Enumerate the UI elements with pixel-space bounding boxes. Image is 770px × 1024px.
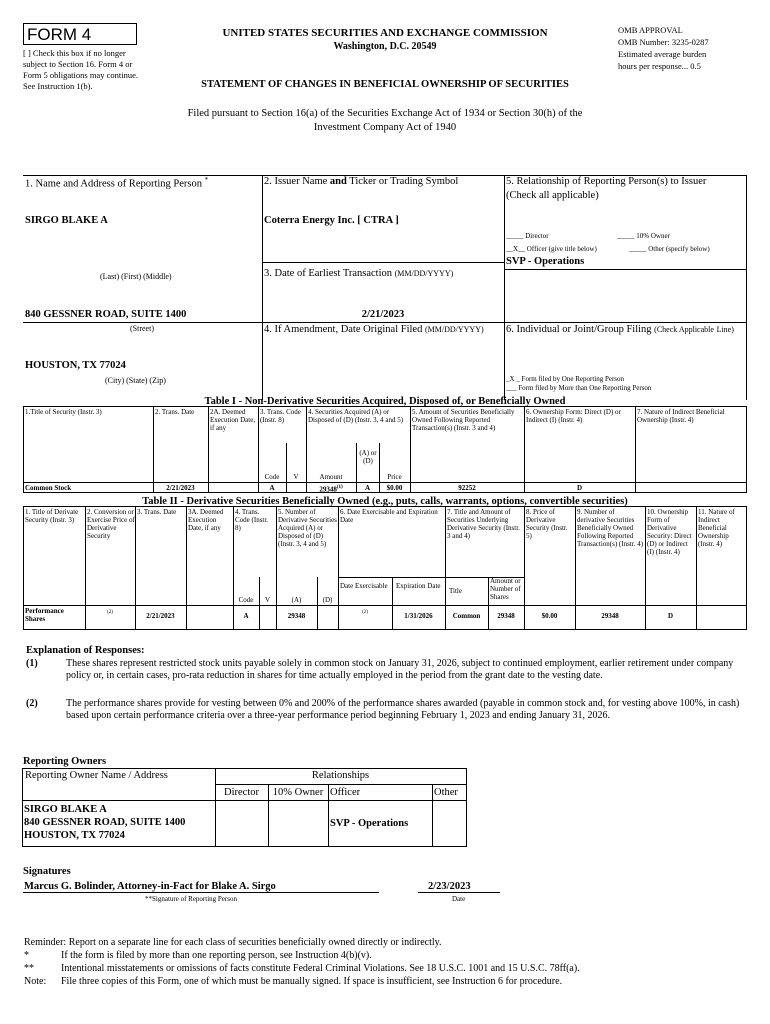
signatures-title: Signatures (23, 866, 71, 877)
reporting-person-marker: * (204, 176, 209, 184)
t2-row-expiration: 1/31/2026 (404, 612, 433, 620)
relationship-ten-percent[interactable]: _____ 10% Owner (617, 232, 670, 240)
t1-row-footnote: (1) (336, 485, 343, 490)
omb-hours: hours per response... 0.5 (618, 61, 701, 71)
t2-sub-code: Code (238, 596, 254, 604)
signature-caption: **Signature of Reporting Person (145, 895, 237, 903)
explanation-text-1: These shares represent restricted stock units payable solely in common stock on January 31, 2026, subject to continued employment, earlier retirement under company policy or, in certain cases, pro-rata reduction in shares for time actually employed in the period from the grant date to the vesting date. (66, 658, 734, 681)
t2-row-conv: (2) (107, 610, 113, 615)
t2-h-underlying: 7. Title and Amount of Securities Underlying Derivative Security (Instr. 3 and 4) (447, 508, 520, 540)
omb-burden: Estimated average burden (618, 49, 707, 59)
owner-name: SIRGO BLAKE A (24, 804, 107, 815)
t2-row-underlying-title: Common (452, 612, 481, 620)
reporting-person-label-text: 1. Name and Address of Reporting Person (25, 178, 203, 190)
reporting-person-name: SIRGO BLAKE A (25, 215, 108, 226)
issuer-label-b: and (329, 176, 347, 187)
t2-sub-amount: Amount or Number of Shares (490, 577, 521, 601)
owners-col-relationships: Relationships (311, 770, 370, 781)
t2-h-owned: 9. Number of derivative Securities Beneficially Owned Following Reported Transaction(s) (Instr. 4) (577, 508, 644, 548)
t2-sub-d: (D) (322, 596, 333, 604)
officer-title: SVP - Operations (506, 256, 585, 267)
form-title-box (23, 23, 137, 45)
relationship-label: 5. Relationship of Reporting Person(s) to Issuer (506, 176, 707, 187)
t2-row-owned: 29348 (601, 612, 619, 620)
t2-h-date: 3. Trans. Date (137, 508, 177, 516)
t1-row-amount (306, 484, 356, 493)
checkbox-note: [ ] Check this box if no longer subject to Section 16. Form 4 or Form 5 obligations may continue. See Instruction 1(b). (23, 48, 138, 91)
amendment-format: (MM/DD/YYYY) (424, 325, 484, 334)
relationship-director[interactable]: _____ Director (506, 232, 549, 240)
explanation-num-1: (1) (26, 658, 38, 669)
t1-h-title: 1.Title of Security (Instr. 3) (25, 408, 102, 416)
omb-number: OMB Number: 3235-0287 (618, 37, 709, 47)
t2-row-title: Performance Shares (25, 607, 64, 623)
t2-sub-expiration: Expiration Date (396, 582, 441, 590)
t1-h-acquired: 4. Securities Acquired (A) or Disposed of (D) (Instr. 3, 4 and 5) (308, 408, 404, 424)
footer-dstar-mark: ** (24, 963, 34, 974)
issuer-name: Coterra Energy Inc. [ CTRA ] (264, 215, 399, 226)
omb-approval-title: OMB APPROVAL (618, 25, 683, 35)
t1-row-price: $0.00 (386, 484, 403, 492)
t1-sub-price: Price (387, 473, 402, 481)
t1-h-date: 2. Trans. Date (155, 408, 195, 416)
owners-col-name: Reporting Owner Name / Address (25, 770, 168, 781)
t1-h-nature: 7. Nature of Indirect Beneficial Ownership (Instr. 4) (637, 408, 725, 424)
t1-row-form: D (576, 484, 583, 492)
explanation-num-2: (2) (26, 698, 38, 709)
t1-sub-aord: (A) or (D) (359, 449, 377, 465)
t2-row-a: 29348 (287, 612, 306, 620)
owners-col-officer: Officer (330, 787, 361, 798)
filing-type-one[interactable]: _X _ Form filed by One Reporting Person (506, 375, 625, 383)
filing-type-label-text: 6. Individual or Joint/Group Filing (506, 324, 652, 335)
date-caption: Date (452, 895, 466, 903)
filing-type-label (506, 324, 744, 336)
t1-sub-amount: Amount (319, 473, 343, 481)
reminder: Reminder: Report on a separate line for each class of securities beneficially owned directly or indirectly. (24, 937, 442, 948)
t2-row-form: D (667, 612, 674, 620)
t1-row-date: 2/21/2023 (166, 484, 195, 492)
date-line (418, 892, 500, 893)
omb-approval (618, 24, 709, 72)
t2-row-underlying-amount: 29348 (497, 612, 515, 620)
t2-row-price: $0.00 (541, 612, 558, 620)
t2-h-nature: 11. Nature of Indirect Beneficial Ownership (Instr. 4) (698, 508, 735, 548)
t1-row-title: Common Stock (25, 484, 72, 492)
filing-type-note: (Check Applicable (654, 325, 714, 334)
relationship-other[interactable]: _____ Other (specify below) (629, 245, 710, 253)
t1-h-form: 6. Ownership Form: Direct (D) or Indirect (I) (Instr. 4) (526, 408, 621, 424)
footer-note-mark: Note: (24, 976, 47, 987)
issuer-label (264, 176, 458, 187)
signature-date: 2/23/2023 (428, 881, 471, 892)
explanation-text-2: The performance shares provide for vesting between 0% and 200% of the performance shares awarded (payable in common stock and, for vesting above 100%, in cash) based upon certain performance criteria over a three-year performance period beginning February 1, 2023 and ending January 31, 2026. (66, 698, 740, 721)
amendment-label (264, 324, 484, 335)
t2-h-price: 8. Price of Derivative Security (Instr. 5) (526, 508, 568, 540)
street-caption: (Street) (130, 324, 154, 333)
t1-row-aord: A (364, 484, 371, 492)
t1-sub-code: Code (264, 473, 280, 481)
t2-h-deemed: 3A. Deemed Execution Date, if any (188, 508, 224, 532)
t2-row-date: 2/21/2023 (146, 612, 175, 620)
owner-officer-title: SVP - Operations (330, 818, 409, 829)
agency-name: UNITED STATES SECURITIES AND EXCHANGE COMMISSION (222, 27, 548, 39)
amendment-label-text: 4. If Amendment, Date Original Filed (264, 324, 423, 335)
relationship-officer[interactable]: __X__ Officer (give title below) (506, 245, 597, 253)
reporting-person-city: HOUSTON, TX 77024 (25, 360, 126, 371)
filing-type-note-2: Line) (716, 325, 734, 334)
footer-star-mark: * (24, 950, 29, 961)
issuer-label-c: Ticker or Trading Symbol (346, 176, 459, 187)
statement-title: STATEMENT OF CHANGES IN BENEFICIAL OWNERSHIP OF SECURITIES (201, 79, 569, 90)
signature-line (23, 892, 379, 893)
earliest-transaction-date: 2/21/2023 (361, 309, 405, 320)
owner-street: 840 GESSNER ROAD, SUITE 1400 (24, 817, 186, 828)
signer-name: Marcus G. Bolinder, Attorney-in-Fact for Blake A. Sirgo (24, 881, 276, 892)
t2-sub-exercisable: Date Exercisable (340, 582, 388, 590)
t2-h-code: 4. Trans. Code (Instr. 8) (235, 508, 269, 532)
t2-sub-title: Title (449, 587, 462, 595)
t1-h-amount: 5. Amount of Securities Beneficially Owned Following Reported Transaction(s) (Instr. 3 and 4) (412, 408, 515, 432)
agency-location: Washington, D.C. 20549 (333, 41, 437, 52)
owners-col-director: Director (224, 787, 259, 798)
issuer-label-a: 2. Issuer Name (264, 176, 330, 187)
t2-h-title: 1. Title of Derivate Security (Instr. 3) (25, 508, 79, 524)
owners-title: Reporting Owners (23, 756, 107, 767)
owners-col-other: Other (434, 787, 458, 798)
t1-row-owned: 92252 (458, 484, 476, 492)
filed-pursuant-2: Investment Company Act of 1940 (313, 122, 457, 133)
footer-star-text: If the form is filed by more than one reporting person, see Instruction 4(b)(v). (61, 950, 372, 961)
relationship-sublabel: (Check all applicable) (506, 190, 599, 201)
t1-h-deemed: 2A. Deemed Execution Date, if any (210, 408, 256, 432)
filed-pursuant-1: Filed pursuant to Section 16(a) of the Securities Exchange Act of 1934 or Section 30(h) of the (187, 108, 583, 119)
reporting-person-label (25, 176, 208, 190)
t2-row-code: A (243, 612, 249, 620)
t1-sub-v: V (293, 473, 299, 481)
t1-row-amount-value: 29348 (319, 485, 337, 494)
city-caption: (City) (State) (Zip) (105, 376, 166, 385)
owner-info (24, 803, 185, 842)
earliest-transaction-label (264, 268, 453, 279)
table1-title: Table I - Non-Derivative Securities Acquired, Disposed of, or Beneficially Owned (204, 396, 566, 407)
t2-sub-v: V (264, 596, 271, 604)
t1-row-code: A (269, 484, 275, 492)
table2-title: Table II - Derivative Securities Beneficially Owned (e.g., puts, calls, warrants, options, convertible securities) (142, 496, 628, 507)
t2-h-conv: 2. Conversion or Exercise Price of Derivative Security (87, 508, 135, 540)
reporting-person-street: 840 GESSNER ROAD, SUITE 1400 (25, 309, 187, 320)
earliest-transaction-label-text: 3. Date of Earliest Transaction (264, 268, 393, 279)
name-caption: (Last) (First) (Middle) (100, 272, 172, 281)
t2-h-dates: 6. Date Exercisable and Expiration Date (340, 508, 438, 524)
footer-dstar-text: Intentional misstatements or omissions of facts constitute Federal Criminal Violations. See 18 U.S.C. 1001 and 15 U.S.C. 78ff(a). (61, 963, 580, 974)
footer-note-text: File three copies of this Form, one of which must be manually signed. If space is insufficient, see Instruction 6 for procedure. (61, 976, 563, 987)
owner-city: HOUSTON, TX 77024 (24, 830, 125, 841)
owners-col-ten: 10% Owner (272, 787, 324, 798)
t2-sub-a: (A) (291, 596, 302, 604)
form-title: FORM 4 (27, 25, 92, 44)
explanation-title: Explanation of Responses: (26, 645, 145, 656)
t2-h-number: 5. Number of Derivative Securities Acquired (A) or Disposed of (D) (Instr. 3, 4 and 5) (278, 508, 337, 548)
filing-type-many[interactable]: ___ Form filed by More than One Reporting Person (506, 384, 652, 392)
t2-row-exercisable: (2) (362, 610, 368, 615)
t1-h-code: 3. Trans. Code (Instr. 8) (260, 408, 301, 424)
earliest-transaction-format: (MM/DD/YYYY) (394, 269, 454, 278)
t2-h-form: 10. Ownership Form of Derivative Security: Direct (D) or Indirect (I) (Instr. 4) (647, 508, 692, 556)
